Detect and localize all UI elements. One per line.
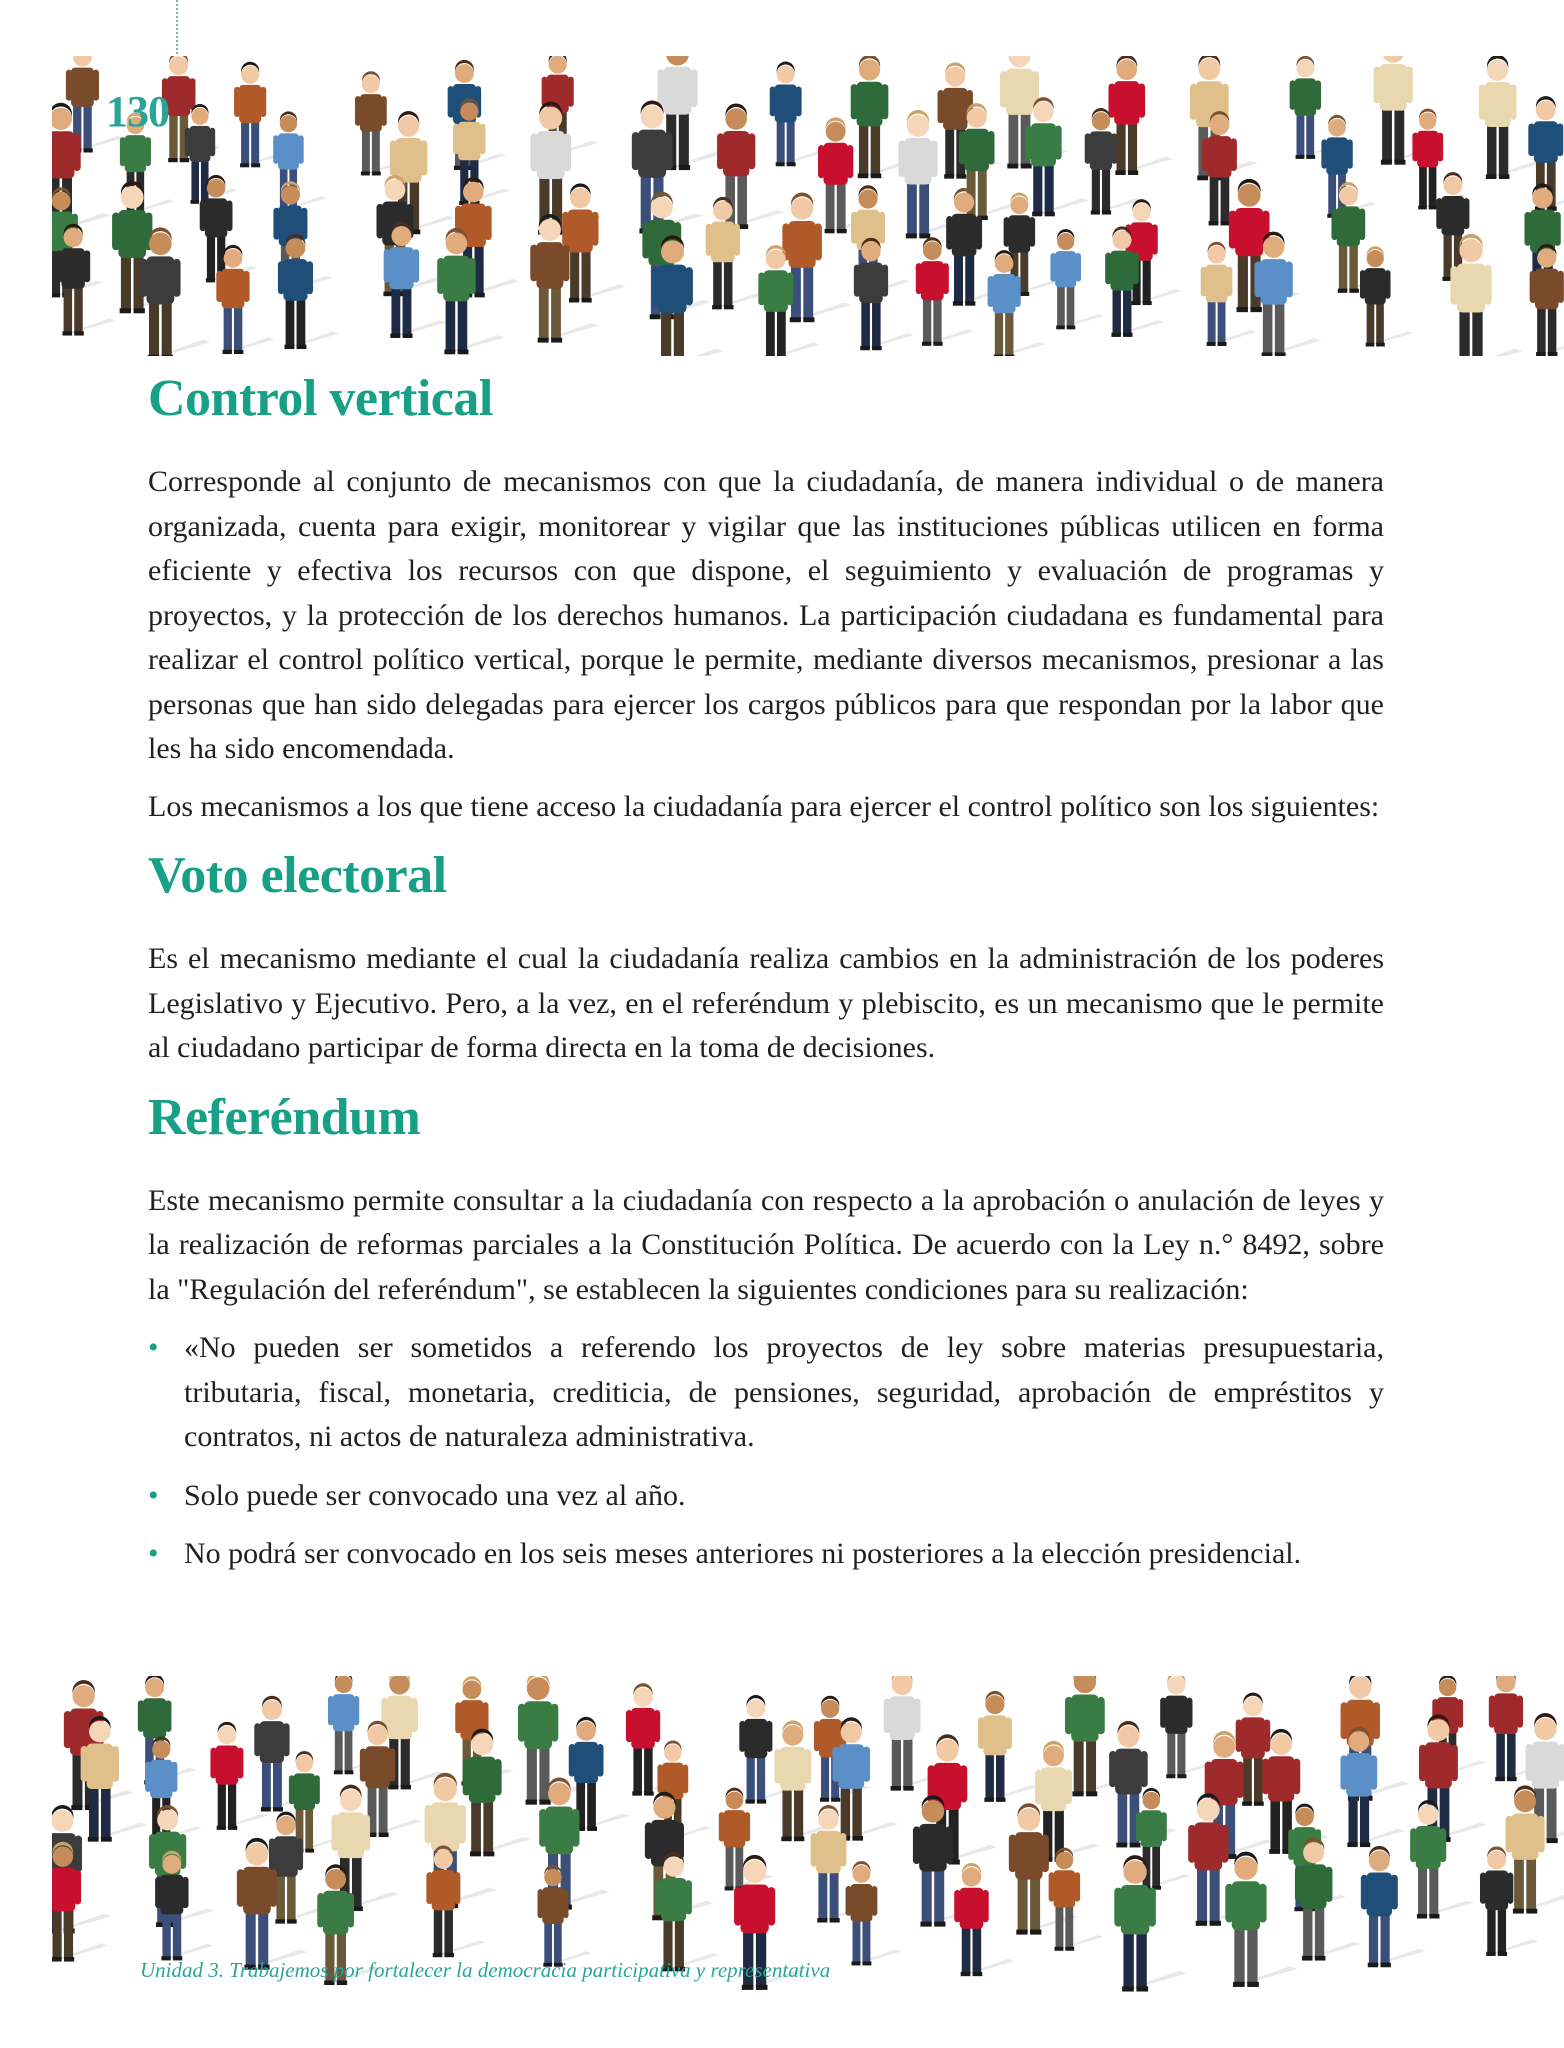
person-figure [854,238,914,350]
person-figure [140,227,211,356]
person-figure [1108,56,1172,175]
footer-crowd-illustration [52,1676,1564,1996]
page-content [148,364,1384,1577]
person-figure [832,1717,898,1840]
person-figure [56,224,116,336]
list-item: • «No pueden ser sometidos a referendo los proyectos de ley sobre materias presupuestaria, tributaria, fiscal, monetaria, crediticia, de pensiones, seguridad, aprobación de empréstitos y contratos, ni actos de naturaleza administrativa. [148,1326,1384,1460]
person-figure [846,1861,902,1965]
paragraph-control-vertical: Corresponde al conjunto de mecanismos con que la ciudadanía, de manera individual o de manera organizada, cuenta para exigir, monitorear y vigilar que las instituciones públicas utilicen en forma eficiente y efectiva los recursos con que dispone, el seguimiento y evaluación de programas y proyectos, y la protección de los derechos humanos. La participación ciudadana es fundamental para realizar el control político vertical, porque le permite, mediante diversos mecanismos, presionar a las personas que han sido delegadas para ejercer los cargos públicos para que respondan por la labor que les ha sido encomendada. [148,465,1384,765]
person-figure [1049,1848,1104,1951]
person-figure [1295,1837,1361,1960]
person-figure [978,1691,1037,1802]
person-figure [278,234,339,349]
person-figure [706,197,766,309]
person-figure [1360,246,1413,346]
person-figure [1412,109,1466,210]
paragraph-mecanismos: Los mecanismos a los que tiene acceso la ciudadanía para ejercer el control político son los siguientes: [148,789,1380,823]
person-figure [463,1729,531,1857]
page-number: 130 [106,87,169,136]
heading-control-vertical: Control vertical [148,370,493,427]
footer-unit-title: Unidad 3. Trabajemos por fortalecer la democracia participativa y representativa [140,1958,831,1982]
crowd-people-image [52,56,1564,356]
person-figure [1114,1855,1187,1991]
person-figure [1450,234,1522,356]
header-crowd-illustration [52,56,1564,356]
paragraph-referendum: Este mecanismo permite consultar a la ciudadanía con respecto a la aprobación o anulación de leyes y la realización de reformas parciales a la Constitución Política. De acuerdo con la Ley n.° 8492, sobre la "Regulación del referéndum", se establecen la siguientes condiciones para su realización: [148,1183,1384,1306]
person-figure [770,62,826,167]
paragraph-voto-electoral: Es el mecanismo mediante el cual la ciudadanía realiza cambios en la administración de los poderes Legislativo y Ejecutivo. Pero, a la vez, en el referéndum y plebiscito, es un mecanismo que le permite al ciudadano participar de forma directa en la toma de decisiones. [148,942,1384,1064]
person-figure [1050,229,1103,329]
person-figure [81,1716,148,1842]
person-figure [954,1863,1014,1976]
person-figure [1225,1852,1297,1987]
person-figure [1025,97,1089,216]
person-figure [562,183,626,302]
person-figure [1254,232,1321,356]
person-figure [655,1852,719,1972]
person-figure [216,245,274,354]
person-figure [1125,199,1181,305]
list-item: • No podrá ser convocado en los seis meses anteriores ni posteriores a la elección presidencial. [148,1532,1384,1577]
list-item: • Solo puede ser convocado una vez al año. [148,1474,1384,1519]
crowd-people-image [52,1676,1564,1996]
referendum-conditions-list [148,1326,1384,1577]
margin-guide-line [176,0,178,58]
heading-voto-electoral: Voto electoral [148,847,447,904]
heading-referendum: Referéndum [148,1088,421,1146]
